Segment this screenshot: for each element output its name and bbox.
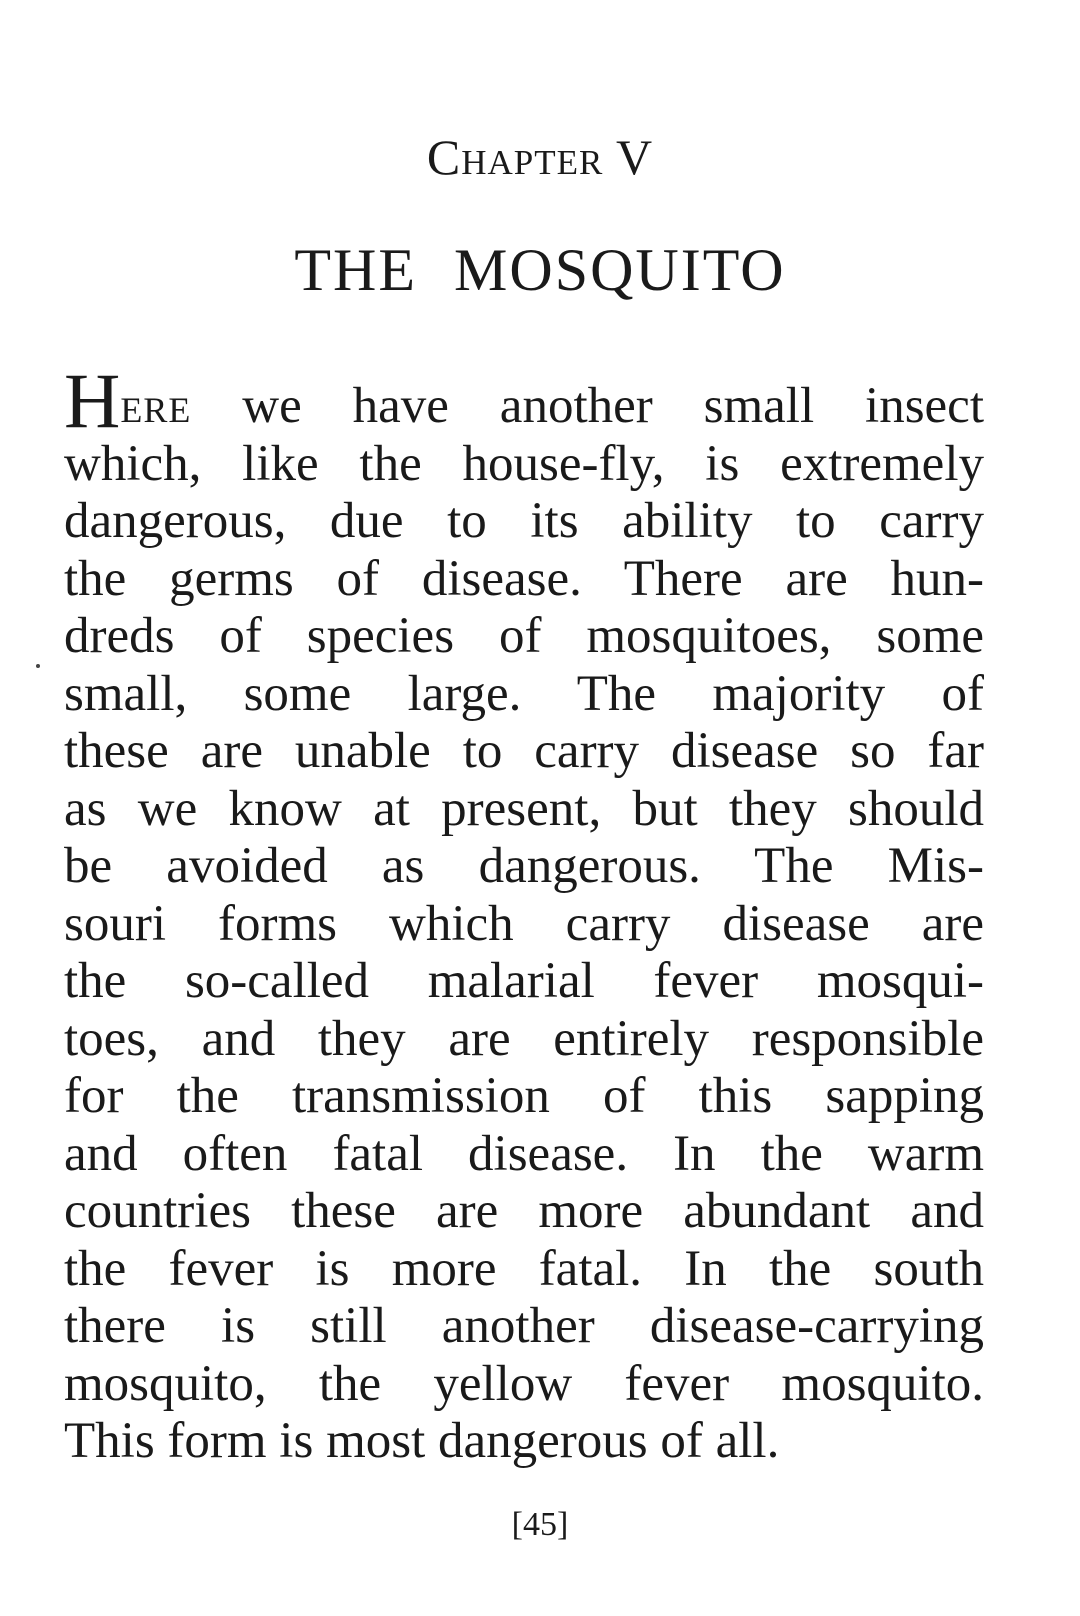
body-line: as we know at present, but they should	[64, 780, 984, 837]
body-line: souri forms which carry disease are	[64, 895, 984, 952]
body-line: dreds of species of mosquitoes, some	[64, 608, 984, 664]
small-caps-word: ere	[120, 378, 192, 434]
body-line-1	[64, 357, 984, 444]
body-line: mosquito, the yellow fever mosquito.	[64, 1355, 984, 1412]
body-line: these are unable to carry disease so far	[64, 723, 984, 779]
print-speck	[36, 664, 40, 668]
chapter-body	[64, 357, 984, 1471]
body-line: small, some large. The majority of	[64, 665, 984, 722]
body-line: countries these are more abundant and	[64, 1183, 984, 1239]
body-line: This form is most dangerous of all.	[64, 1413, 780, 1469]
body-line: be avoided as dangerous. The Mis-	[64, 838, 984, 894]
body-line: toes, and they are entirely responsible	[64, 1010, 984, 1067]
body-line: the so-called malarial fever mosqui-	[64, 953, 984, 1009]
body-line: dangerous, due to its ability to carry	[64, 493, 984, 549]
first-line-rest: we have another small insect	[191, 378, 984, 434]
page-number: [45]	[511, 1506, 569, 1543]
body-line: there is still another disease-carrying	[64, 1298, 984, 1354]
body-line: for the transmission of this sapping	[64, 1068, 984, 1124]
drop-cap: H	[64, 357, 121, 444]
body-line: the fever is more fatal. In the south	[64, 1240, 984, 1297]
body-line: and often fatal disease. In the warm	[64, 1125, 984, 1182]
chapter-title: THE MOSQUITO	[294, 237, 786, 303]
chapter-label: Chapter V	[426, 129, 654, 185]
body-line: which, like the house-fly, is extremely	[64, 435, 984, 492]
body-line: the germs of disease. There are hun-	[64, 550, 984, 607]
